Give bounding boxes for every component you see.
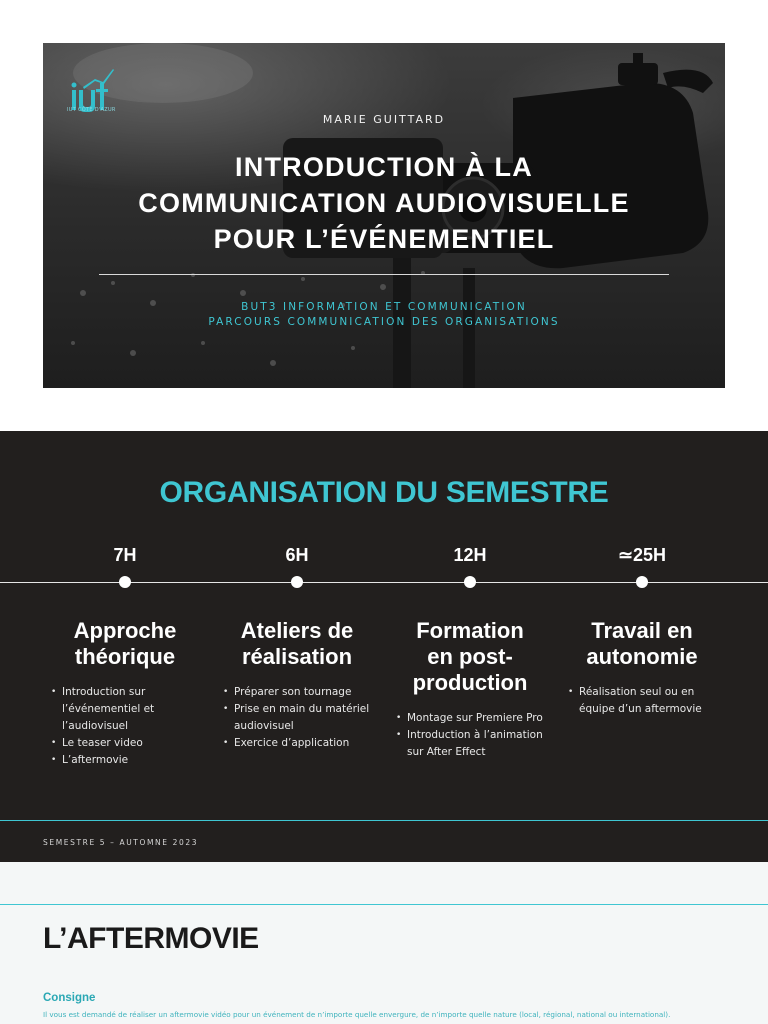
column-heading	[557, 618, 727, 670]
list-item: • Prise en main du matériel audiovisuel	[230, 701, 380, 735]
hours-label: 12H	[453, 545, 487, 565]
slide-title: L’AFTERMOVIE	[43, 922, 259, 955]
list-item: • Exercice d’application	[230, 735, 380, 752]
column-heading	[385, 618, 555, 696]
hours-label: ≃25H	[617, 545, 667, 565]
heading-line: Travail en	[591, 618, 693, 643]
column-bullet-list	[567, 684, 725, 718]
timeline-dot	[636, 576, 648, 588]
logo-caption: IUT CÔTE D'AZUR	[67, 107, 116, 113]
heading-line: Formation	[416, 618, 524, 643]
heading-line: production	[412, 670, 528, 695]
semester-footer: SEMESTRE 5 – AUTOMNE 2023	[43, 838, 199, 847]
title-divider	[99, 274, 669, 275]
title-line-2: COMMUNICATION AUDIOVISUELLE	[138, 188, 630, 218]
heading-line: Approche	[73, 618, 177, 643]
hours-label: 6H	[285, 545, 309, 565]
column-heading	[212, 618, 382, 670]
column-bullet-list	[395, 710, 553, 761]
program-subtitle	[43, 300, 725, 330]
heading-line: Ateliers de	[240, 618, 354, 643]
title-slide	[43, 43, 725, 388]
aftermovie-slide	[0, 862, 768, 1024]
semester-organisation-slide	[0, 431, 768, 862]
footer-divider	[0, 820, 768, 821]
instruction-text: Il vous est demandé de réaliser un aftermovie vidéo pour un événement de n’importe quelle envergure, de n’importe quelle nature (local, régional, national ou international).	[43, 1010, 671, 1019]
hours-label: 7H	[113, 545, 137, 565]
list-item: • Le teaser video	[58, 735, 208, 752]
title-line-3: POUR L’ÉVÉNEMENTIEL	[213, 224, 555, 254]
heading-line: théorique	[74, 644, 176, 669]
heading-line: réalisation	[241, 644, 353, 669]
heading-line: en post-	[427, 644, 513, 669]
list-item: • Préparer son tournage	[230, 684, 380, 701]
list-item: • Réalisation seul ou en équipe d’un aftermovie	[575, 684, 725, 718]
subtitle-line-2: PARCOURS COMMUNICATION DES ORGANISATIONS	[208, 316, 560, 328]
heading-line: autonomie	[586, 644, 698, 669]
instruction-label: Consigne	[43, 992, 96, 1004]
timeline-dot	[464, 576, 476, 588]
header-divider	[0, 904, 768, 905]
list-item: • L’aftermovie	[58, 752, 208, 769]
subtitle-line-1: BUT3 INFORMATION ET COMMUNICATION	[241, 301, 527, 313]
presentation-title	[63, 149, 705, 257]
column-heading	[40, 618, 210, 670]
list-item: • Introduction sur l’événementiel et l’audiovisuel	[58, 684, 208, 735]
list-item: • Introduction à l’animation sur After Effect	[403, 727, 553, 761]
slide-title: ORGANISATION DU SEMESTRE	[159, 476, 609, 509]
timeline-line	[0, 582, 768, 583]
author-name: MARIE GUITTARD	[322, 113, 446, 126]
title-line-1: INTRODUCTION À LA	[235, 152, 533, 182]
timeline-dot	[119, 576, 131, 588]
timeline-dot	[291, 576, 303, 588]
column-bullet-list	[222, 684, 380, 752]
column-bullet-list	[50, 684, 208, 769]
list-item: • Montage sur Premiere Pro	[403, 710, 553, 727]
